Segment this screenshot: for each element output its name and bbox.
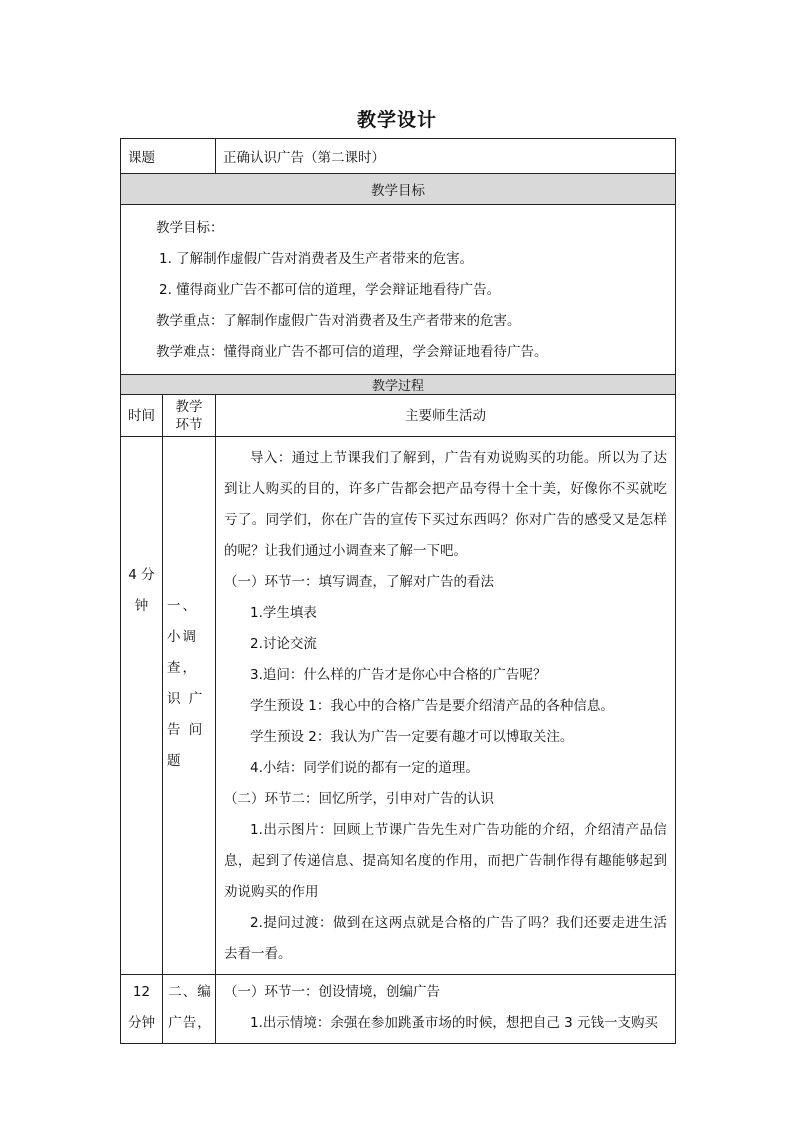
row1-time: 4 分钟 bbox=[121, 437, 163, 975]
activity-line: 学生预设 2：我认为广告一定要有趣才可以博取关注。 bbox=[250, 729, 574, 745]
activity-line: 4.小结：同学们说的都有一定的道理。 bbox=[250, 760, 479, 776]
activity-line: 学生预设 1：我心中的合格广告是要介绍清产品的各种信息。 bbox=[250, 698, 614, 714]
page-title: 教学设计 bbox=[356, 109, 437, 131]
objectives-line: 1. 了解制作虚假广告对消费者及生产者带来的危害。 bbox=[159, 251, 474, 267]
key-point-line: 教学重点：了解制作虚假广告对消费者及生产者带来的危害。 bbox=[156, 313, 521, 329]
lesson-row bbox=[121, 139, 676, 174]
row1-segment: 一、小调查，识 广 告 问题 bbox=[163, 437, 216, 975]
activity-line: 导入：通过上节课我们了解到，广告有劝说购买的功能。所以为了达到让人购买的目的，许多广告都会把产品夸得十全十美，好像你不买就吃亏了。同学们，你在广告的宣传下买过东西吗？你对广告的感受又是怎样的呢？让我们通过小调查来了解一下吧。 bbox=[224, 450, 667, 559]
activity-line: 2.讨论交流 bbox=[250, 636, 317, 652]
row2-activities bbox=[216, 975, 676, 1044]
activity-line: （一）环节一：创设情境，创编广告 bbox=[224, 984, 440, 1000]
process-header-row bbox=[121, 375, 676, 395]
objectives-header: 教学目标 bbox=[121, 174, 676, 205]
process-header: 教学过程 bbox=[121, 375, 676, 395]
activity-line: （一）环节一：填写调查，了解对广告的看法 bbox=[224, 574, 494, 590]
lesson-plan-table bbox=[120, 138, 676, 1044]
column-header-row bbox=[121, 395, 676, 437]
col-time-header: 时间 bbox=[121, 395, 163, 437]
activity-line: 2.提问过渡：做到在这两点就是合格的广告了吗？我们还要走进生活去看一看。 bbox=[224, 915, 667, 962]
row1-activities bbox=[216, 437, 676, 975]
row2-time: 12 分钟 bbox=[121, 975, 163, 1044]
activity-line: 1.出示图片：回顾上节课广告先生对广告功能的介绍，介绍清产品信息，起到了传递信息、提高知名度的作用，而把广告制作得有趣能够起到劝说购买的作用 bbox=[224, 822, 667, 900]
lesson-value: 正确认识广告（第二课时） bbox=[216, 139, 676, 174]
objectives-row bbox=[121, 205, 676, 375]
objectives-header-row bbox=[121, 174, 676, 205]
lesson-label: 课题 bbox=[121, 139, 216, 174]
activity-line: 3.追问：什么样的广告才是你心中合格的广告呢？ bbox=[250, 667, 547, 683]
row2-segment: 二、编广告， bbox=[163, 975, 216, 1044]
col-activity-header: 主要师生活动 bbox=[216, 395, 676, 437]
activity-line: 1.出示情境：余强在参加跳蚤市场的时候，想把自己 3 元钱一支购买 bbox=[250, 1015, 659, 1031]
objectives-line: 2. 懂得商业广告不都可信的道理，学会辩证地看待广告。 bbox=[159, 282, 501, 298]
difficult-point-line: 教学难点：懂得商业广告不都可信的道理，学会辩证地看待广告。 bbox=[156, 344, 548, 360]
objectives-line: 教学目标： bbox=[156, 220, 224, 236]
activity-row-1 bbox=[121, 437, 676, 975]
activity-line: 1.学生填表 bbox=[250, 605, 317, 621]
activity-line: （二）环节二：回忆所学，引申对广告的认识 bbox=[224, 791, 494, 807]
activity-row-2 bbox=[121, 975, 676, 1044]
col-segment-header: 教学环节 bbox=[163, 395, 216, 437]
objectives-cell bbox=[121, 205, 676, 375]
